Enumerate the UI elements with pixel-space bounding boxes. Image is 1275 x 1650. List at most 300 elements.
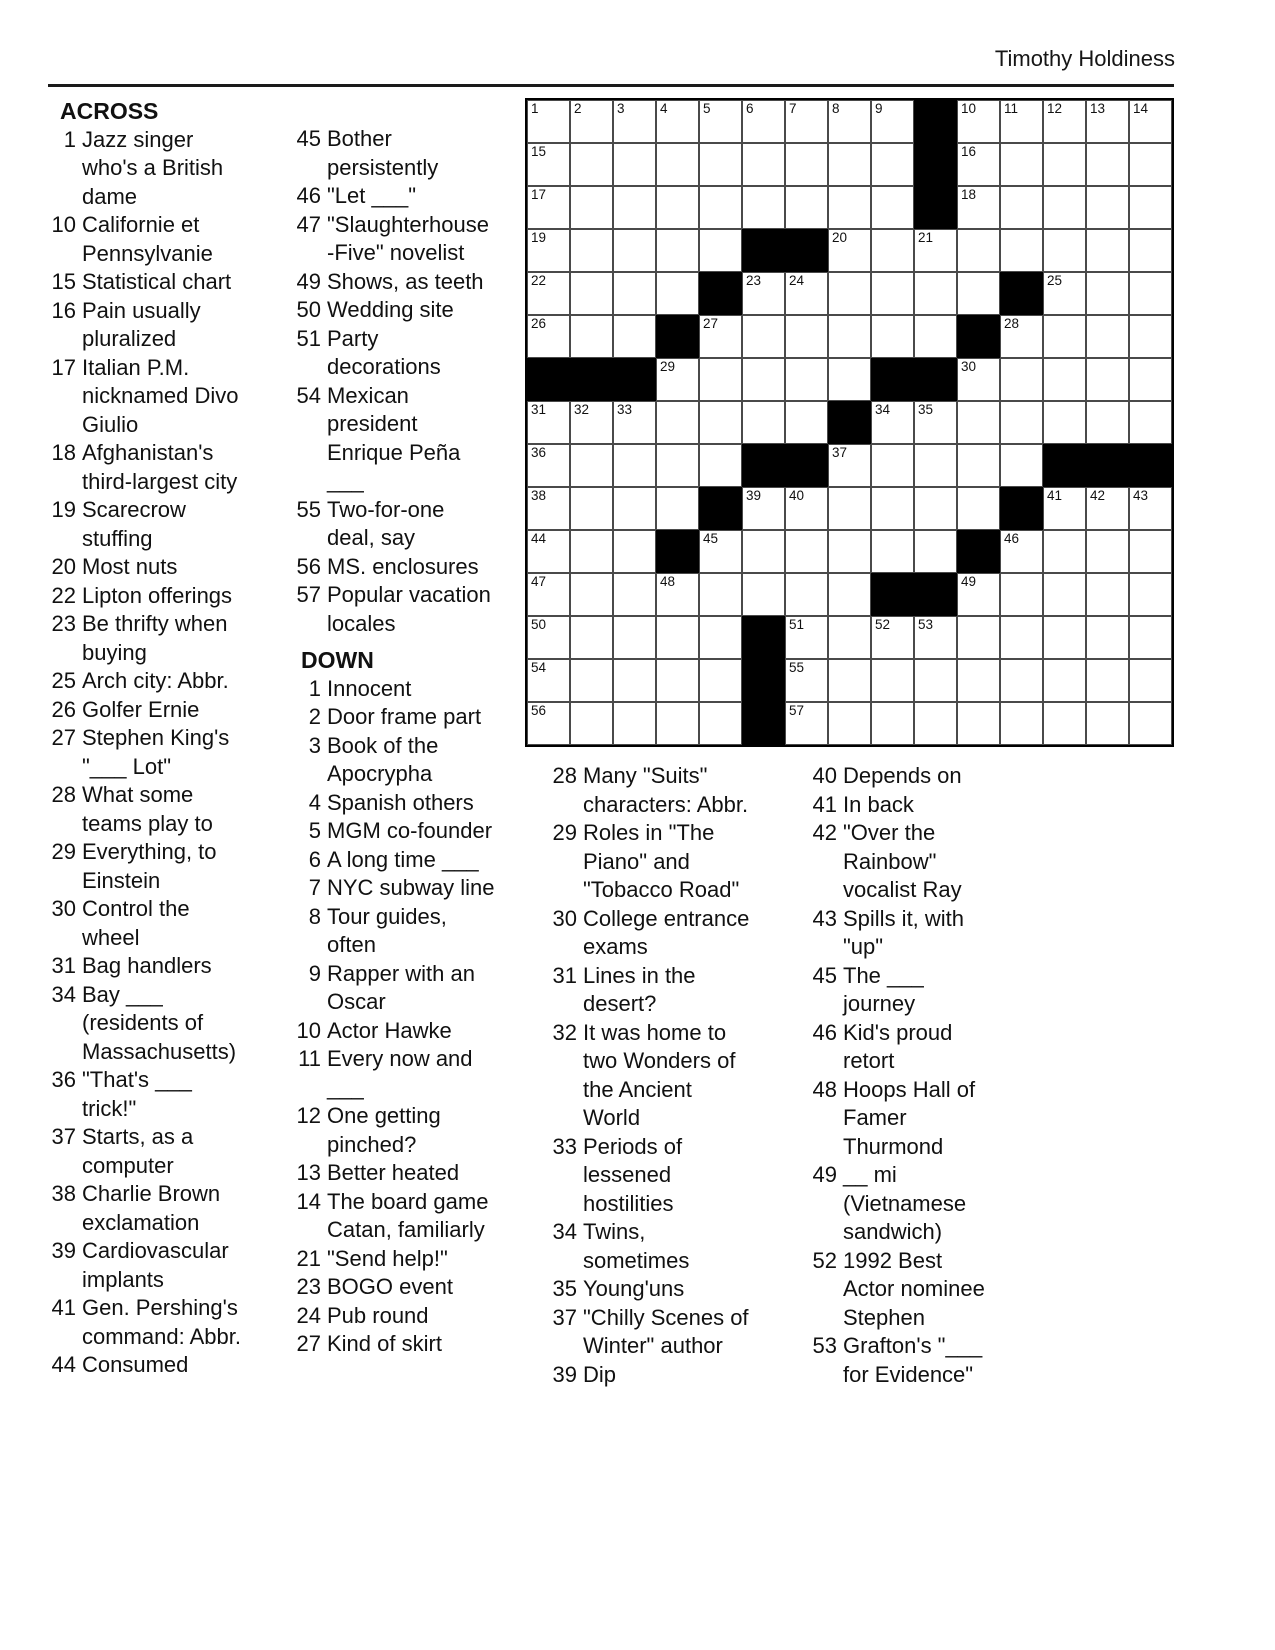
clue-down-46 <box>807 1019 995 1076</box>
cell-number: 16 <box>961 144 977 159</box>
grid-cell[interactable] <box>613 659 656 702</box>
clue-text: Dip <box>583 1361 617 1387</box>
grid-cell[interactable] <box>957 143 1000 186</box>
grid-cell[interactable] <box>871 401 914 444</box>
clue-text: Tour guides, often <box>327 903 447 957</box>
grid-cell[interactable] <box>871 487 914 530</box>
clue-text: It was home to two Wonders of the Ancient World <box>583 1019 736 1130</box>
grid-cell[interactable] <box>613 702 656 745</box>
clue-across-50 <box>291 296 495 325</box>
grid-cell[interactable] <box>828 444 871 487</box>
clue-down-29 <box>547 819 751 905</box>
clue-text: Bag handlers <box>82 953 212 978</box>
clue-number: 15 <box>51 269 76 294</box>
grid-cell[interactable] <box>527 272 570 315</box>
grid-cell[interactable] <box>957 444 1000 487</box>
cell-number: 7 <box>789 101 797 116</box>
clue-text: Gen. Pershing's command: Abbr. <box>82 1295 241 1349</box>
clue-across-46 <box>291 182 495 211</box>
grid-cell[interactable] <box>1129 530 1172 573</box>
cell-number: 55 <box>789 660 805 675</box>
grid-cell-black <box>1000 272 1043 315</box>
clue-number: 56 <box>296 553 321 579</box>
grid-cell[interactable] <box>527 444 570 487</box>
clue-down-12 <box>291 1102 495 1159</box>
clue-number: 31 <box>552 962 577 988</box>
grid-cell[interactable] <box>914 702 957 745</box>
grid-cell-black <box>957 530 1000 573</box>
grid-cell[interactable] <box>656 444 699 487</box>
grid-cell[interactable] <box>914 659 957 702</box>
grid-cell[interactable] <box>914 444 957 487</box>
grid-cell[interactable] <box>613 444 656 487</box>
grid-cell[interactable] <box>570 401 613 444</box>
grid-cell[interactable] <box>1043 530 1086 573</box>
grid-cell[interactable] <box>1000 358 1043 401</box>
grid-cell[interactable] <box>957 487 1000 530</box>
grid-cell[interactable] <box>656 272 699 315</box>
clue-down-32 <box>547 1019 751 1133</box>
grid-cell[interactable] <box>957 659 1000 702</box>
grid-cell[interactable] <box>527 616 570 659</box>
grid-cell[interactable] <box>613 186 656 229</box>
grid-cell-black <box>914 358 957 401</box>
grid-cell[interactable] <box>1129 702 1172 745</box>
grid-cell[interactable] <box>1043 659 1086 702</box>
grid-cell[interactable] <box>613 616 656 659</box>
grid-cell[interactable] <box>613 100 656 143</box>
grid-cell[interactable] <box>1000 186 1043 229</box>
grid-cell[interactable] <box>1086 272 1129 315</box>
clue-number: 39 <box>51 1238 76 1263</box>
grid-cell[interactable] <box>785 358 828 401</box>
clue-text: "Over the Rainbow" vocalist Ray <box>843 820 962 902</box>
grid-cell[interactable] <box>742 401 785 444</box>
grid-cell[interactable] <box>699 702 742 745</box>
grid-cell[interactable] <box>656 186 699 229</box>
grid-cell[interactable] <box>570 702 613 745</box>
grid-cell[interactable] <box>1043 702 1086 745</box>
grid-cell[interactable] <box>699 358 742 401</box>
grid-cell[interactable] <box>1086 487 1129 530</box>
grid-cell[interactable] <box>656 702 699 745</box>
grid-cell[interactable] <box>527 659 570 702</box>
grid-cell[interactable] <box>613 229 656 272</box>
grid-cell[interactable] <box>1000 315 1043 358</box>
clue-number: 45 <box>296 126 321 151</box>
clue-across-31 <box>46 952 244 981</box>
grid-cell[interactable] <box>828 530 871 573</box>
grid-cell[interactable] <box>699 401 742 444</box>
grid-cell[interactable] <box>785 315 828 358</box>
grid-cell[interactable] <box>613 315 656 358</box>
grid-cell-black <box>742 702 785 745</box>
byline: Timothy Holdiness <box>994 46 1175 71</box>
grid-cell[interactable] <box>957 272 1000 315</box>
clue-number: 45 <box>812 962 837 988</box>
grid-cell[interactable] <box>871 616 914 659</box>
grid-cell[interactable] <box>527 315 570 358</box>
clue-number: 57 <box>296 582 321 607</box>
grid-cell[interactable] <box>1043 358 1086 401</box>
clue-text: Better heated <box>327 1160 460 1185</box>
grid-cell[interactable] <box>828 702 871 745</box>
clue-across-29 <box>46 838 244 895</box>
clue-text: "Let ___" <box>327 183 417 208</box>
grid-cell[interactable] <box>742 573 785 616</box>
grid-cell-black <box>656 315 699 358</box>
grid-cell[interactable] <box>1043 100 1086 143</box>
clue-number: 30 <box>51 896 76 921</box>
grid-cell[interactable] <box>1000 401 1043 444</box>
clue-down-31 <box>547 962 751 1019</box>
grid-cell[interactable] <box>1129 143 1172 186</box>
clue-number: 23 <box>296 1274 321 1299</box>
clue-across-49 <box>291 268 495 297</box>
clue-down-3 <box>291 732 495 789</box>
clue-number: 27 <box>51 725 76 750</box>
grid-cell-black <box>871 358 914 401</box>
grid-cell[interactable] <box>656 401 699 444</box>
grid-cell-black <box>1129 444 1172 487</box>
grid-cell[interactable] <box>1129 186 1172 229</box>
grid-cell[interactable] <box>1043 186 1086 229</box>
grid-cell[interactable] <box>1043 315 1086 358</box>
grid-cell[interactable] <box>957 186 1000 229</box>
grid-cell[interactable] <box>1000 573 1043 616</box>
grid-cell[interactable] <box>957 401 1000 444</box>
clue-text: One getting pinched? <box>327 1103 441 1157</box>
cell-number: 18 <box>961 187 977 202</box>
grid-cell[interactable] <box>613 487 656 530</box>
clue-number: 28 <box>51 782 76 807</box>
down-clues-col3 <box>547 762 751 1389</box>
cell-number: 17 <box>531 187 547 202</box>
clue-across-17 <box>46 354 244 440</box>
grid-cell[interactable] <box>1000 229 1043 272</box>
grid-cell[interactable] <box>570 186 613 229</box>
cell-number: 37 <box>832 445 848 460</box>
clue-down-10 <box>291 1017 495 1046</box>
grid-cell[interactable] <box>1000 659 1043 702</box>
grid-cell[interactable] <box>527 401 570 444</box>
grid-cell[interactable] <box>1043 573 1086 616</box>
clue-number: 55 <box>296 496 321 522</box>
grid-cell[interactable] <box>785 272 828 315</box>
grid-cell[interactable] <box>699 616 742 659</box>
grid-cell[interactable] <box>1086 573 1129 616</box>
cell-number: 40 <box>789 488 805 503</box>
grid-cell[interactable] <box>785 616 828 659</box>
grid-cell[interactable] <box>699 659 742 702</box>
grid-cell[interactable] <box>656 487 699 530</box>
grid-cell[interactable] <box>570 143 613 186</box>
grid-cell[interactable] <box>1043 229 1086 272</box>
clue-across-26 <box>46 696 244 725</box>
grid-cell[interactable] <box>957 616 1000 659</box>
grid-cell[interactable] <box>828 315 871 358</box>
cell-number: 42 <box>1090 488 1106 503</box>
grid-cell[interactable] <box>828 272 871 315</box>
grid-cell[interactable] <box>742 530 785 573</box>
grid-cell[interactable] <box>570 530 613 573</box>
grid-cell[interactable] <box>613 530 656 573</box>
grid-cell[interactable] <box>613 143 656 186</box>
clue-number: 14 <box>296 1188 321 1214</box>
grid-cell[interactable] <box>828 229 871 272</box>
grid-cell-black <box>699 272 742 315</box>
grid-cell[interactable] <box>914 401 957 444</box>
clue-text: Young'uns <box>583 1276 685 1301</box>
grid-cell[interactable] <box>1086 100 1129 143</box>
grid-cell[interactable] <box>871 444 914 487</box>
grid-cell[interactable] <box>699 229 742 272</box>
grid-cell[interactable] <box>1000 444 1043 487</box>
grid-cell[interactable] <box>871 186 914 229</box>
grid-cell[interactable] <box>871 143 914 186</box>
clue-text: Arch city: Abbr. <box>82 668 229 693</box>
grid-cell[interactable] <box>570 272 613 315</box>
grid-cell[interactable] <box>1129 229 1172 272</box>
clue-text: Wedding site <box>327 297 454 322</box>
clue-number: 50 <box>296 297 321 322</box>
grid-cell[interactable] <box>613 573 656 616</box>
grid-cell[interactable] <box>1086 702 1129 745</box>
grid-cell[interactable] <box>656 659 699 702</box>
grid-cell[interactable] <box>871 315 914 358</box>
grid-cell[interactable] <box>699 143 742 186</box>
grid-cell-black <box>570 358 613 401</box>
grid-cell[interactable] <box>656 573 699 616</box>
clue-text: In back <box>843 791 914 817</box>
grid-cell[interactable] <box>613 272 656 315</box>
grid-cell[interactable] <box>1129 573 1172 616</box>
clue-down-52 <box>807 1247 995 1333</box>
grid-cell[interactable] <box>742 143 785 186</box>
grid-cell[interactable] <box>1000 702 1043 745</box>
grid-cell[interactable] <box>785 401 828 444</box>
clue-text: Consumed <box>82 1352 189 1377</box>
grid-cell[interactable] <box>914 616 957 659</box>
grid-cell[interactable] <box>1129 401 1172 444</box>
grid-cell[interactable] <box>527 186 570 229</box>
clue-text: "Chilly Scenes of Winter" author <box>583 1304 749 1358</box>
grid-cell[interactable] <box>828 616 871 659</box>
grid-cell[interactable] <box>1129 100 1172 143</box>
clue-text: Bother persistently <box>327 126 439 180</box>
grid-cell[interactable] <box>570 659 613 702</box>
clue-text: Golfer Ernie <box>82 696 200 722</box>
grid-cell[interactable] <box>570 444 613 487</box>
grid-cell[interactable] <box>785 100 828 143</box>
grid-cell[interactable] <box>527 100 570 143</box>
grid-cell[interactable] <box>656 616 699 659</box>
grid-cell[interactable] <box>1086 229 1129 272</box>
cell-number: 28 <box>1004 316 1020 331</box>
clue-across-34 <box>46 981 244 1067</box>
grid-cell[interactable] <box>699 186 742 229</box>
grid-cell[interactable] <box>785 186 828 229</box>
grid-cell[interactable] <box>1129 358 1172 401</box>
grid-cell[interactable] <box>785 143 828 186</box>
grid-cell[interactable] <box>527 229 570 272</box>
clue-number: 20 <box>51 554 76 579</box>
grid-cell[interactable] <box>1129 487 1172 530</box>
cell-number: 25 <box>1047 273 1063 288</box>
clue-number: 43 <box>812 905 837 931</box>
cell-number: 33 <box>617 402 633 417</box>
grid-cell[interactable] <box>742 272 785 315</box>
grid-cell[interactable] <box>1000 530 1043 573</box>
grid-cell[interactable] <box>1129 659 1172 702</box>
grid-cell[interactable] <box>1129 315 1172 358</box>
grid-cell[interactable] <box>1086 616 1129 659</box>
grid-cell[interactable] <box>742 100 785 143</box>
grid-cell[interactable] <box>914 530 957 573</box>
grid-cell[interactable] <box>871 229 914 272</box>
grid-cell[interactable] <box>1086 186 1129 229</box>
clue-down-39 <box>547 1361 751 1390</box>
grid-cell[interactable] <box>1000 616 1043 659</box>
grid-cell[interactable] <box>613 401 656 444</box>
grid-cell[interactable] <box>828 358 871 401</box>
grid-cell[interactable] <box>871 272 914 315</box>
clue-number: 37 <box>51 1124 76 1149</box>
cell-number: 24 <box>789 273 805 288</box>
clue-text: Door frame part <box>327 704 482 729</box>
grid-cell[interactable] <box>914 229 957 272</box>
clue-down-7 <box>291 874 495 903</box>
grid-cell[interactable] <box>957 100 1000 143</box>
grid-cell[interactable] <box>828 573 871 616</box>
grid-cell[interactable] <box>1000 100 1043 143</box>
clue-text: Italian P.M. nicknamed Divo Giulio <box>82 354 239 437</box>
grid-cell[interactable] <box>656 143 699 186</box>
clue-text: Innocent <box>327 675 412 701</box>
grid-cell[interactable] <box>1086 143 1129 186</box>
grid-cell[interactable] <box>699 573 742 616</box>
cell-number: 29 <box>660 359 676 374</box>
clue-number: 51 <box>296 325 321 351</box>
grid-cell[interactable] <box>527 573 570 616</box>
grid-cell[interactable] <box>527 702 570 745</box>
grid-cell[interactable] <box>699 530 742 573</box>
grid-cell[interactable] <box>828 143 871 186</box>
clue-text: Pain usually pluralized <box>82 297 201 351</box>
grid-cell[interactable] <box>871 100 914 143</box>
cell-number: 3 <box>617 101 625 116</box>
cell-number: 47 <box>531 574 547 589</box>
grid-cell[interactable] <box>742 315 785 358</box>
grid-cell[interactable] <box>828 487 871 530</box>
grid-cell[interactable] <box>527 487 570 530</box>
clue-number: 34 <box>552 1219 577 1244</box>
clue-down-30 <box>547 905 751 962</box>
grid-cell[interactable] <box>527 530 570 573</box>
cell-number: 49 <box>961 574 977 589</box>
grid-cell-black <box>1086 444 1129 487</box>
grid-cell[interactable] <box>570 229 613 272</box>
grid-cell[interactable] <box>1086 358 1129 401</box>
cell-number: 53 <box>918 617 934 632</box>
grid-cell[interactable] <box>1043 487 1086 530</box>
grid-cell[interactable] <box>1129 272 1172 315</box>
grid-cell[interactable] <box>699 315 742 358</box>
clue-number: 11 <box>298 1046 321 1071</box>
grid-cell[interactable] <box>785 659 828 702</box>
grid-cell-black <box>699 487 742 530</box>
grid-cell[interactable] <box>570 487 613 530</box>
grid-cell[interactable] <box>785 530 828 573</box>
grid-cell[interactable] <box>828 100 871 143</box>
grid-cell[interactable] <box>742 186 785 229</box>
grid-cell[interactable] <box>871 530 914 573</box>
clue-across-28 <box>46 781 244 838</box>
grid-cell[interactable] <box>1043 401 1086 444</box>
grid-cell[interactable] <box>570 100 613 143</box>
grid-cell[interactable] <box>785 487 828 530</box>
grid-cell[interactable] <box>699 444 742 487</box>
grid-cell[interactable] <box>914 487 957 530</box>
grid-cell[interactable] <box>871 702 914 745</box>
grid-cell[interactable] <box>527 143 570 186</box>
grid-cell[interactable] <box>1086 530 1129 573</box>
grid-cell[interactable] <box>570 315 613 358</box>
grid-cell[interactable] <box>699 100 742 143</box>
grid-cell[interactable] <box>957 229 1000 272</box>
grid-cell[interactable] <box>1086 401 1129 444</box>
grid-cell[interactable] <box>656 100 699 143</box>
grid-cell[interactable] <box>1043 143 1086 186</box>
grid-cell[interactable] <box>1086 315 1129 358</box>
clue-across-25 <box>46 667 244 696</box>
grid-cell-black <box>914 186 957 229</box>
grid-cell-black <box>742 659 785 702</box>
grid-cell[interactable] <box>785 573 828 616</box>
grid-cell[interactable] <box>957 573 1000 616</box>
grid-cell[interactable] <box>1000 143 1043 186</box>
clue-across-38 <box>46 1180 244 1237</box>
grid-cell[interactable] <box>828 186 871 229</box>
clue-across-20 <box>46 553 244 582</box>
clue-number: 19 <box>51 497 76 522</box>
grid-cell[interactable] <box>871 659 914 702</box>
grid-cell[interactable] <box>1086 659 1129 702</box>
clue-text: Two-for-one deal, say <box>327 496 445 550</box>
grid-cell[interactable] <box>957 702 1000 745</box>
grid-cell[interactable] <box>1043 272 1086 315</box>
grid-cell[interactable] <box>785 702 828 745</box>
grid-cell[interactable] <box>570 616 613 659</box>
grid-cell[interactable] <box>828 659 871 702</box>
grid-cell[interactable] <box>570 573 613 616</box>
grid-cell[interactable] <box>742 487 785 530</box>
grid-cell[interactable] <box>656 358 699 401</box>
grid-cell[interactable] <box>914 315 957 358</box>
grid-cell-black <box>1000 487 1043 530</box>
clue-number: 7 <box>308 875 321 900</box>
cell-number: 1 <box>531 101 539 116</box>
grid-cell[interactable] <box>1129 616 1172 659</box>
clue-number: 37 <box>552 1304 577 1330</box>
grid-cell[interactable] <box>742 358 785 401</box>
clue-across-22 <box>46 582 244 611</box>
grid-cell[interactable] <box>656 229 699 272</box>
clue-text: Everything, to Einstein <box>82 839 217 893</box>
grid-cell[interactable] <box>957 358 1000 401</box>
grid-cell[interactable] <box>914 272 957 315</box>
grid-cell[interactable] <box>1043 616 1086 659</box>
